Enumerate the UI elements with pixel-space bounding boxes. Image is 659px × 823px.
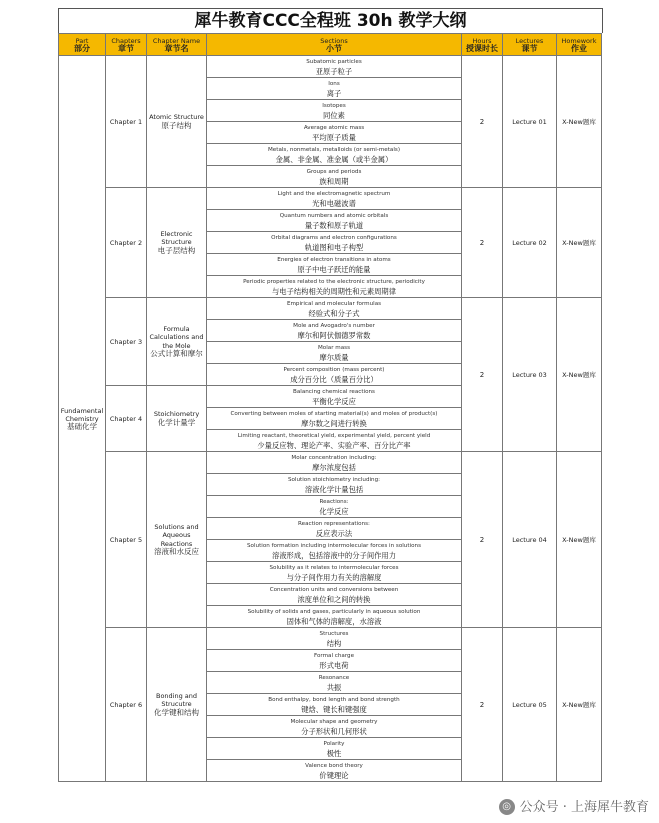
lecture-cell: Lecture 05	[503, 628, 557, 782]
section-zh: 经验式和分子式	[308, 308, 360, 318]
homework-cell: X-New题库	[557, 298, 602, 452]
homework-cell: X-New题库	[557, 628, 602, 782]
section-en: Isotopes	[322, 102, 346, 109]
section-cell	[207, 672, 462, 694]
chapter-name-zh: 公式计算和摩尔	[150, 349, 203, 358]
section-zh: 金属、非金属、准金属（或半金属）	[275, 154, 393, 164]
section-zh: 分子形状和几何形状	[301, 726, 367, 736]
section-zh: 与电子结构相关的周期性和元素周期律	[271, 286, 397, 296]
section-en: Average atomic mass	[303, 124, 365, 131]
part-name-zh: 基础化学	[67, 421, 97, 431]
section-en: Ions	[328, 80, 340, 87]
header-chapters: Chapters 章节	[106, 34, 147, 56]
section-zh: 浓度单位和之间的转换	[297, 594, 371, 604]
section-cell	[207, 188, 462, 210]
section-zh: 亚原子粒子	[315, 66, 353, 76]
table-row	[59, 188, 602, 210]
section-en: Groups and periods	[306, 168, 362, 175]
section-zh: 平衡化学反应	[312, 396, 356, 406]
chapter-name-zh: 原子结构	[161, 120, 192, 130]
section-zh: 平均原子质量	[312, 132, 356, 142]
table-row	[59, 56, 602, 78]
section-zh: 共振	[326, 682, 342, 692]
section-cell	[207, 144, 462, 166]
section-cell	[207, 650, 462, 672]
section-cell	[207, 430, 462, 452]
section-en: Metals, nonmetals, metalloids (or semi-metals)	[267, 146, 401, 153]
section-en: Quantum numbers and atomic orbitals	[279, 212, 389, 219]
section-cell	[207, 694, 462, 716]
chapter-name-en: Solutions and Aqueous Reactions	[154, 522, 199, 548]
section-zh: 摩尔数之间进行转换	[301, 418, 367, 428]
section-cell	[207, 760, 462, 782]
header-part: Part 部分	[59, 34, 106, 56]
header-lectures: Lectures 课节	[503, 34, 557, 56]
section-cell	[207, 738, 462, 760]
section-zh: 少量反应物、理论产率、实验产率、百分比产率	[257, 440, 411, 450]
section-en: Subatomic particles	[306, 58, 362, 65]
section-zh: 固体和气体的溶解度，水溶液	[286, 616, 382, 626]
section-en: Valence bond theory	[305, 762, 363, 769]
section-en: Mole and Avogadro's number	[293, 322, 375, 329]
hours-cell: 2	[462, 298, 503, 452]
section-en: Periodic properties related to the electronic structure, periodicity	[243, 278, 425, 285]
part-cell	[59, 56, 106, 782]
chapter-number: Chapter 5	[106, 452, 147, 628]
section-en: Bond enthalpy, bond length and bond strength	[268, 696, 400, 703]
section-cell	[207, 386, 462, 408]
section-cell	[207, 78, 462, 100]
section-cell	[207, 584, 462, 606]
hours-cell: 2	[462, 56, 503, 188]
table-row	[59, 628, 602, 650]
section-zh: 溶液形成，包括溶液中的分子间作用力	[271, 550, 397, 560]
lecture-cell: Lecture 04	[503, 452, 557, 628]
chapter-name-zh: 电子层结构	[157, 245, 196, 255]
section-en: Converting between moles of starting material(s) and moles of product(s)	[230, 410, 438, 417]
chapter-number: Chapter 2	[106, 188, 147, 298]
syllabus-title: 犀牛教育CCC全程班 30h 教学大纲	[58, 8, 603, 33]
section-en: Reaction representations:	[298, 520, 370, 527]
syllabus-table	[58, 33, 602, 782]
header-chapter-name: Chapter Name 章节名	[147, 34, 207, 56]
section-cell	[207, 122, 462, 144]
section-en: Solution formation including intermolecular forces in solutions	[247, 542, 421, 549]
section-en: Solution stoichiometry including:	[287, 476, 381, 483]
header-homework: Homework 作业	[557, 34, 602, 56]
section-cell	[207, 276, 462, 298]
section-zh: 极性	[326, 748, 342, 758]
section-en: Concentration units and conversions between	[269, 586, 399, 593]
section-en: Balancing chemical reactions	[293, 388, 375, 395]
section-zh: 形式电荷	[319, 660, 349, 670]
section-cell	[207, 298, 462, 320]
chapter-name	[147, 188, 207, 298]
section-cell	[207, 342, 462, 364]
homework-cell: X-New题库	[557, 56, 602, 188]
section-en: Structures	[319, 630, 349, 637]
chapter-name-zh: 化学键和结构	[154, 707, 199, 717]
chapter-number: Chapter 3	[106, 298, 147, 386]
section-zh: 与分子间作用力有关的溶解度	[286, 572, 382, 582]
section-zh: 光和电磁波谱	[312, 198, 356, 208]
chapter-name-en: Stoichiometry	[153, 410, 200, 418]
section-zh: 轨道图和电子构型	[304, 242, 364, 252]
section-cell	[207, 716, 462, 738]
chapter-name	[147, 298, 207, 386]
section-cell	[207, 210, 462, 232]
section-zh: 价键理论	[319, 770, 349, 780]
section-zh: 结构	[326, 638, 342, 648]
chapter-name	[147, 56, 207, 188]
section-en: Molar mass	[317, 344, 350, 351]
lecture-cell: Lecture 01	[503, 56, 557, 188]
section-cell	[207, 518, 462, 540]
section-en: Polarity	[323, 740, 345, 747]
chapter-name-zh: 溶液和水反应	[154, 547, 199, 556]
chapter-name-en: Bonding and Strucutre	[155, 691, 198, 709]
header-hours: Hours 授课时长	[462, 34, 503, 56]
section-zh: 摩尔和阿伏伽德罗常数	[297, 330, 371, 340]
chapter-name	[147, 386, 207, 452]
section-en: Molar concentration including:	[291, 454, 377, 461]
chapter-number: Chapter 1	[106, 56, 147, 188]
homework-cell: X-New题库	[557, 452, 602, 628]
section-en: Empirical and molecular formulas	[286, 300, 382, 307]
section-en: Light and the electromagnetic spectrum	[277, 190, 391, 197]
chapter-name-en: Atomic Structure	[149, 113, 204, 121]
section-cell	[207, 232, 462, 254]
section-en: Reactions:	[319, 498, 349, 505]
section-en: Solubility of solids and gases, particularly in aqueous solution	[247, 608, 421, 615]
part-name-en: Fundamental Chemistry	[60, 406, 104, 423]
section-cell	[207, 320, 462, 342]
section-en: Resonance	[318, 674, 350, 681]
section-cell	[207, 254, 462, 276]
section-en: Limiting reactant, theoretical yield, experimental yield, percent yield	[237, 432, 431, 439]
section-en: Solubility as it relates to intermolecular forces	[269, 564, 399, 571]
section-cell	[207, 606, 462, 628]
header-row	[59, 34, 602, 56]
section-zh: 摩尔质量	[319, 352, 349, 362]
section-en: Formal charge	[313, 652, 355, 659]
section-cell	[207, 540, 462, 562]
section-zh: 离子	[326, 88, 342, 98]
section-en: Energies of electron transitions in atoms	[277, 256, 391, 263]
chapter-number: Chapter 6	[106, 628, 147, 782]
section-zh: 摩尔浓度包括	[312, 462, 356, 472]
section-zh: 成分百分比（质量百分比）	[290, 374, 378, 384]
section-cell	[207, 166, 462, 188]
watermark	[499, 796, 649, 816]
hours-cell: 2	[462, 628, 503, 782]
hours-cell: 2	[462, 452, 503, 628]
hours-cell: 2	[462, 188, 503, 298]
header-sections: Sections 小节	[207, 34, 462, 56]
section-cell	[207, 100, 462, 122]
homework-cell: X-New题库	[557, 188, 602, 298]
section-cell	[207, 408, 462, 430]
table-row	[59, 298, 602, 320]
section-cell	[207, 364, 462, 386]
section-zh: 原子中电子跃迁的能量	[297, 264, 371, 274]
section-cell	[207, 562, 462, 584]
section-zh: 键焓、键长和键强度	[301, 704, 367, 714]
section-zh: 量子数和原子轨道	[304, 220, 364, 230]
chapter-name-en: Formula Calculations and the Mole	[149, 324, 204, 350]
section-cell	[207, 452, 462, 474]
section-cell	[207, 496, 462, 518]
section-en: Orbital diagrams and electron configurations	[271, 234, 397, 241]
section-en: Molecular shape and geometry	[290, 718, 378, 725]
section-zh: 同位素	[323, 110, 345, 120]
section-zh: 族和周期	[319, 176, 349, 186]
section-zh: 反应表示法	[315, 528, 353, 538]
chapter-name	[147, 628, 207, 782]
section-cell	[207, 56, 462, 78]
table-row	[59, 452, 602, 474]
chapter-name	[147, 452, 207, 628]
section-zh: 溶液化学计量包括	[304, 484, 364, 494]
chapter-name-zh: 化学计量学	[157, 417, 196, 427]
lecture-cell: Lecture 02	[503, 188, 557, 298]
watermark-text: 公众号 · 上海犀牛教育	[519, 799, 649, 815]
section-zh: 化学反应	[319, 506, 349, 516]
lecture-cell: Lecture 03	[503, 298, 557, 452]
chapter-name-en: Electronic Structure	[160, 229, 193, 247]
chapter-number: Chapter 4	[106, 386, 147, 452]
wechat-logo-icon: ◎	[499, 799, 515, 815]
section-cell	[207, 474, 462, 496]
section-en: Percent composition (mass percent)	[283, 366, 385, 373]
section-cell	[207, 628, 462, 650]
